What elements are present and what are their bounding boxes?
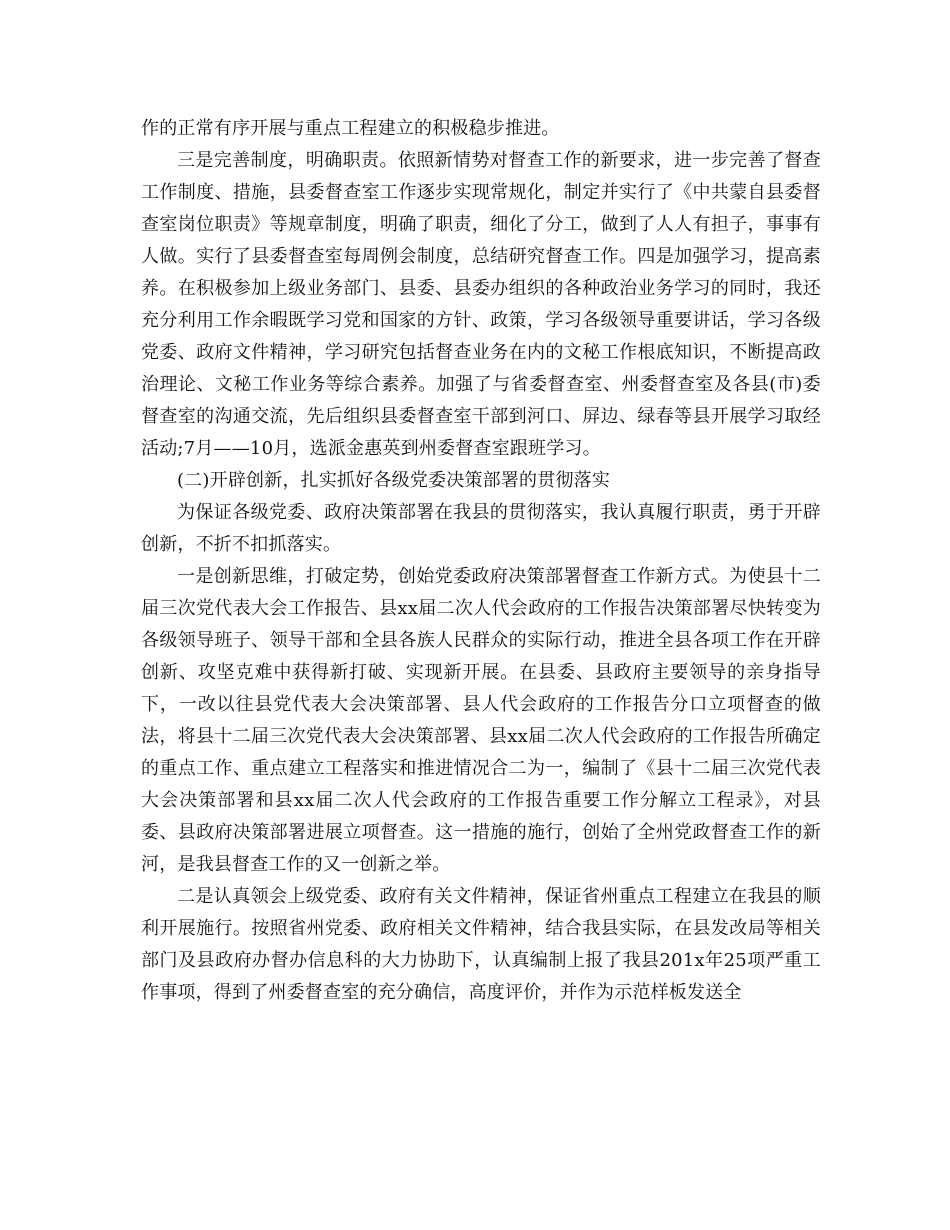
paragraph-continuation: 作的正常有序开展与重点工程建立的积极稳步推进。 [141, 118, 560, 139]
section-heading-innovation: (二)开辟创新，扎实抓好各级党委决策部署的贯彻落实 [177, 470, 611, 491]
paragraph-institution-and-study: 三是完善制度，明确职责。依照新情势对督查工作的新要求，进一步完善了督查工作制度、措施，县委督查室工作逐步实现常规化，制定并实行了《中共蒙自县委督查室岗位职责》等规章制度，明确了职责，细化了分工，做到了人人有担子，事事有人做。实行了县委督查室每周例会制度，总结研究督查工作。四是加强学习，提高素养。在积极参加上级业务部门、县委、县委办组织的各种政治业务学习的同时，我还充分利用工作余暇既学习党和国家的方针、政策，学习各级领导重要讲话，学习各级党委、政府文件精神，学习研究包括督查业务在内的文秘工作根底知识，不断提高政治理论、文秘工作业务等综合素养。加强了与省委督查室、州委督查室及各县(市)委督查室的沟通交流，先后组织县委督查室干部到河口、屏边、绿春等县开展学习取经活动;7月——10月，选派金惠英到州委督查室跟班学习。 [141, 150, 821, 459]
document-body [141, 113, 821, 1009]
paragraph-key-projects: 二是认真领会上级党委、政府有关文件精神，保证省州重点工程建立在我县的顺利开展施行。按照省州党委、政府相关文件精神，结合我县实际，在县发改局等相关部门及县政府办督办信息科的大力协助下，认真编制上报了我县201x年25项严重工作事项，得到了州委督查室的充分确信，高度评价，并作为示范样板发送全 [141, 886, 821, 1003]
paragraph-innovation-method: 一是创新思维，打破定势，创始党委政府决策部署督查工作新方式。为使县十二届三次党代表大会工作报告、县xx届二次人代会政府的工作报告决策部署尽快转变为各级领导班子、领导干部和全县各族人民群众的实际行动，推进全县各项工作在开辟创新、攻坚克难中获得新打破、实现新开展。在县委、县政府主要领导的亲身指导下，一改以往县党代表大会决策部署、县人代会政府的工作报告分口立项督查的做法，将县十二届三次党代表大会决策部署、县xx届二次人代会政府的工作报告所确定的重点工作、重点建立工程落实和推进情况合二为一，编制了《县十二届三次党代表大会决策部署和县xx届二次人代会政府的工作报告重要工作分解立工程录》，对县委、县政府决策部署进展立项督查。这一措施的施行，创始了全州党政督查工作的新河，是我县督查工作的又一创新之举。 [141, 566, 821, 875]
paragraph-implementation-intro: 为保证各级党委、政府决策部署在我县的贯彻落实，我认真履行职责，勇于开辟创新，不折不扣抓落实。 [141, 502, 821, 555]
